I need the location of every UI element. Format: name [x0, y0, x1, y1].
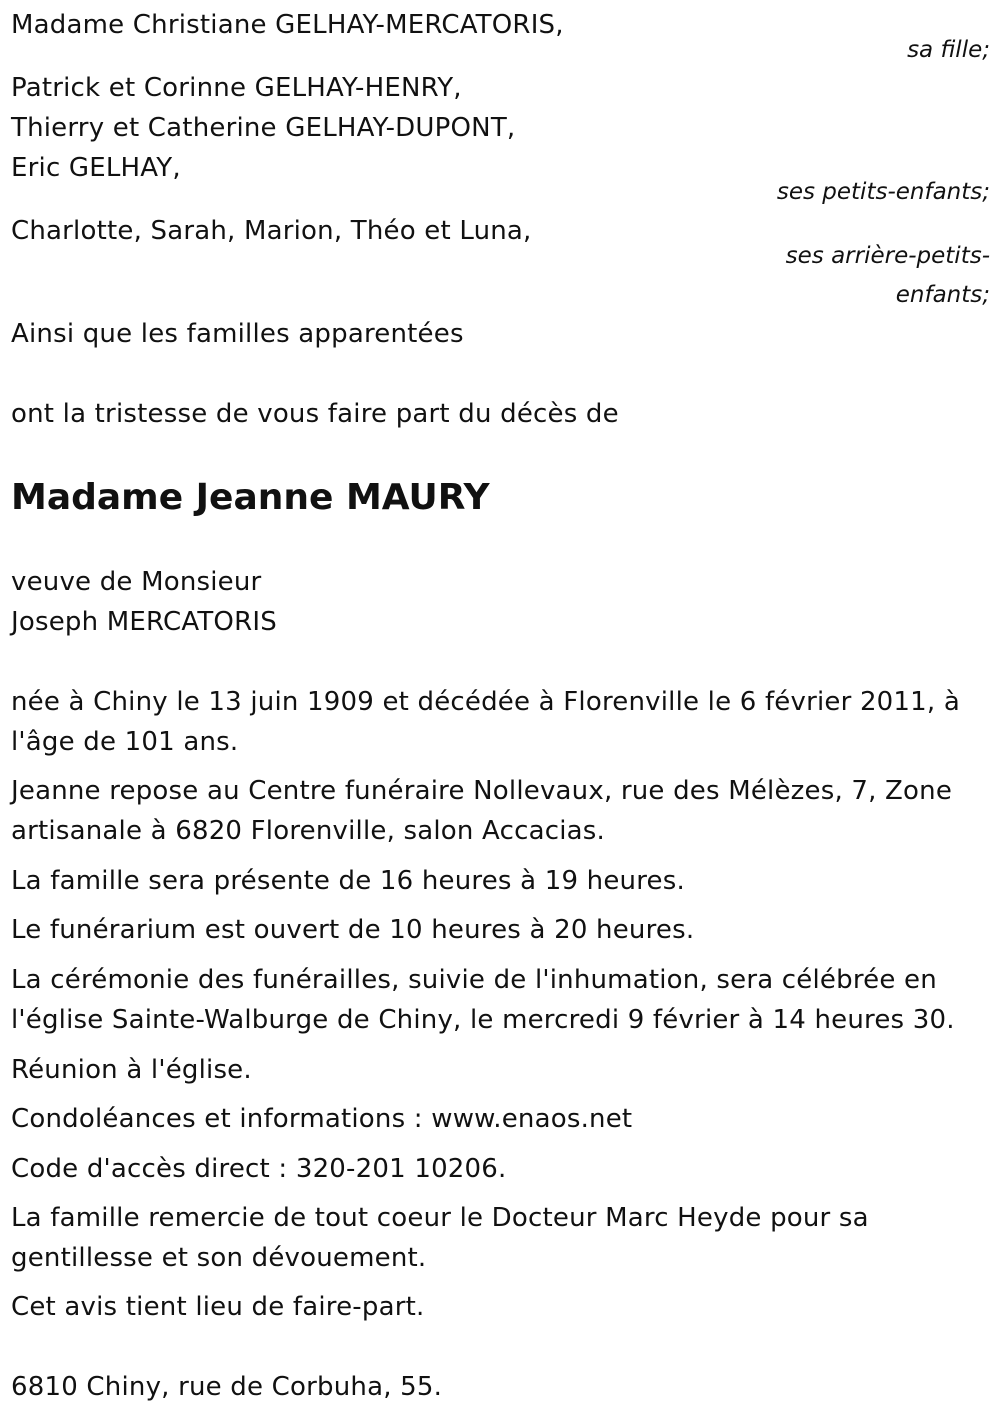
announcement: ont la tristesse de vous faire part du décès de	[11, 399, 619, 429]
condolences: Condoléances et informations : www.enaos.net	[11, 1104, 633, 1134]
address: 6810 Chiny, rue de Corbuha, 55.	[11, 1372, 443, 1402]
rests-line-1: Jeanne repose au Centre funéraire Nollevaux, rue des Mélèzes, 7, Zone	[11, 776, 953, 806]
relatives: Ainsi que les familles apparentées	[11, 319, 464, 349]
widow-line-1: veuve de Monsieur	[11, 567, 262, 597]
grandchildren-role: ses petits-enfants;	[776, 179, 990, 205]
rests-line-2: artisanale à 6820 Florenville, salon Accacias.	[11, 816, 605, 846]
daughter-role: sa fille;	[907, 37, 990, 63]
family-present: La famille sera présente de 16 heures à 19 heures.	[11, 866, 685, 896]
ceremony-line-1: La cérémonie des funérailles, suivie de l'inhumation, sera célébrée en	[11, 965, 937, 995]
thanks-line-1: La famille remercie de tout coeur le Docteur Marc Heyde pour sa	[11, 1203, 869, 1233]
ceremony-line-2: l'église Sainte-Walburge de Chiny, le mercredi 9 février à 14 heures 30.	[11, 1005, 955, 1035]
birth-death-line-1: née à Chiny le 13 juin 1909 et décédée à Florenville le 6 février 2011, à	[11, 687, 960, 717]
grandchild-1: Patrick et Corinne GELHAY-HENRY,	[11, 73, 462, 103]
grandchild-2: Thierry et Catherine GELHAY-DUPONT,	[11, 113, 516, 143]
notice: Cet avis tient lieu de faire-part.	[11, 1292, 425, 1322]
great-grandchildren-role-line1: ses arrière-petits-	[785, 243, 990, 269]
meeting: Réunion à l'église.	[11, 1055, 252, 1085]
birth-death-line-2: l'âge de 101 ans.	[11, 727, 239, 757]
grandchild-3: Eric GELHAY,	[11, 153, 181, 183]
daughter-name: Madame Christiane GELHAY-MERCATORIS,	[11, 10, 564, 40]
thanks-line-2: gentillesse et son dévouement.	[11, 1243, 427, 1273]
great-grandchildren: Charlotte, Sarah, Marion, Théo et Luna,	[11, 216, 532, 246]
access-code: Code d'accès direct : 320-201 10206.	[11, 1154, 507, 1184]
great-grandchildren-role-line2: enfants;	[895, 282, 990, 308]
widow-line-2: Joseph MERCATORIS	[11, 607, 277, 637]
deceased-name: Madame Jeanne MAURY	[11, 477, 490, 518]
funerarium-open: Le funérarium est ouvert de 10 heures à 20 heures.	[11, 915, 695, 945]
